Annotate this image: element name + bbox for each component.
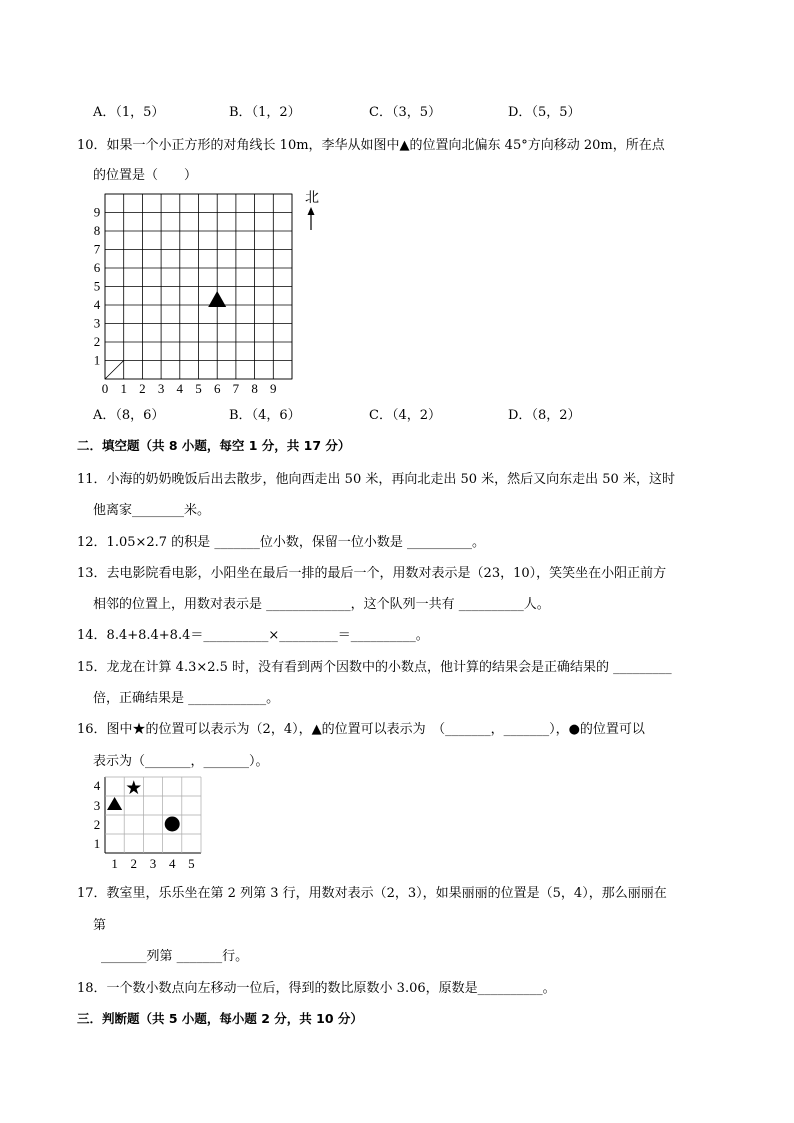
- q10-x-tick: 7: [232, 381, 240, 396]
- q10-x-tick: 9: [270, 381, 277, 396]
- q10-option-b: B．（4，6）: [229, 408, 301, 423]
- q16-x-tick: 5: [188, 856, 195, 871]
- q10-option-a: A．（8，6）: [93, 408, 165, 423]
- q16-line1: 16．图中★的位置可以表示为（2，4），▲的位置可以表示为 （_______，_______），●的位置可以: [77, 722, 645, 737]
- q10-y-tick: 1: [93, 352, 101, 368]
- q10-diagonal: [105, 361, 124, 380]
- q9-option-d: D．（5，5）: [508, 105, 581, 120]
- circle-marker-icon: [165, 817, 180, 832]
- north-arrow-icon: [308, 207, 315, 230]
- north-label: 北: [305, 191, 319, 206]
- q10-x-tick: 4: [176, 381, 184, 396]
- q11-line2: 他离家________米。: [93, 503, 211, 518]
- q10-option-c: C．（4，2）: [369, 408, 441, 423]
- q16-x-tick: 1: [111, 856, 118, 871]
- q16-line2: 表示为（_______，_______）。: [93, 754, 269, 769]
- q10-options: [93, 404, 713, 424]
- section3-title: 三．判断题（共 5 小题，每小题 2 分，共 10 分）: [77, 1011, 363, 1026]
- q10-x-tick: 3: [157, 381, 165, 396]
- q17-line3: _______列第 _______行。: [101, 949, 249, 964]
- q10-option-d: D．（8，2）: [508, 408, 581, 423]
- q10-x-tick: 6: [213, 381, 221, 396]
- q16-x-ticks: [111, 856, 194, 871]
- q16-x-tick: 3: [149, 856, 157, 871]
- q10-y-tick: 4: [93, 297, 101, 312]
- q14-text: 14．8.4+8.4+8.4＝__________×_________＝__________。: [77, 628, 429, 643]
- q15-line2: 倍，正确结果是 ____________。: [93, 691, 280, 706]
- q16-y-tick: 2: [93, 817, 101, 832]
- q10-x-tick: 8: [251, 381, 258, 396]
- q10-line2: 的位置是（ ）: [93, 168, 198, 183]
- q13-line1: 13．去电影院看电影，小阳坐在最后一排的最后一个，用数对表示是（23，10），笑笑坐在小阳正前方: [77, 566, 667, 581]
- q10-y-tick: 5: [93, 278, 101, 294]
- triangle-marker-icon: [107, 797, 122, 810]
- q10-line1: 10．如果一个小正方形的对角线长 10m，李华从如图中▲的位置向北偏东 45°方向移动 20m，所在点: [77, 138, 665, 153]
- q17-line1: 17．教室里，乐乐坐在第 2 列第 3 行，用数对表示（2，3），如果丽丽的位置是（5，4），那么丽丽在: [77, 886, 667, 901]
- q10-y-tick: 2: [93, 334, 101, 349]
- q9-option-b: B．（1，2）: [229, 105, 301, 120]
- q10-y-tick: 8: [93, 223, 101, 238]
- q10-x-tick: 2: [139, 381, 146, 396]
- q16-x-tick: 2: [130, 856, 138, 871]
- q12-text: 12．1.05×2.7 的积是 _______位小数，保留一位小数是 __________。: [77, 535, 485, 550]
- q15-line1: 15．龙龙在计算 4.3×2.5 时，没有看到两个因数中的小数点，他计算的结果会是正确结果的 _________: [77, 660, 672, 675]
- q10-y-tick: 3: [93, 315, 101, 331]
- q10-y-tick: 6: [93, 260, 101, 275]
- q10-grid-figure: [88, 186, 328, 398]
- q10-y-tick: 9: [93, 204, 101, 220]
- q10-grid: [105, 194, 292, 379]
- q18-text: 18．一个数小数点向左移动一位后，得到的数比原数小 3.06，原数是__________。: [77, 981, 556, 996]
- q16-y-tick: 4: [93, 778, 101, 793]
- q10-x-tick: 1: [120, 381, 127, 396]
- q10-x-tick: 5: [195, 381, 202, 396]
- q16-grid-figure: [86, 772, 210, 872]
- q9-option-c: C．（3，5）: [369, 105, 441, 120]
- q9-option-a: A．（1，5）: [93, 105, 165, 120]
- q10-y-ticks: [94, 205, 101, 368]
- q10-y-tick: 7: [93, 241, 101, 257]
- q16-y-tick: 1: [93, 836, 101, 851]
- q17-line2: 第: [93, 918, 107, 933]
- q10-x-tick: 0: [101, 381, 109, 396]
- star-marker-icon: ★: [125, 778, 143, 799]
- q16-y-ticks: [94, 778, 101, 851]
- q13-line2: 相邻的位置上，用数对表示是 _____________，这个队列一共有 __________人。: [93, 597, 550, 612]
- triangle-marker-icon: [208, 291, 226, 307]
- q9-options: [93, 101, 713, 121]
- q11-line1: 11．小海的奶奶晚饭后出去散步，他向西走出 50 米，再向北走出 50 米，然后又向东走出 50 米，这时: [77, 472, 675, 487]
- q10-x-ticks: [102, 381, 277, 396]
- q16-y-tick: 3: [93, 798, 101, 813]
- q16-x-tick: 4: [168, 856, 176, 871]
- section2-title: 二．填空题（共 8 小题，每空 1 分，共 17 分）: [77, 438, 351, 453]
